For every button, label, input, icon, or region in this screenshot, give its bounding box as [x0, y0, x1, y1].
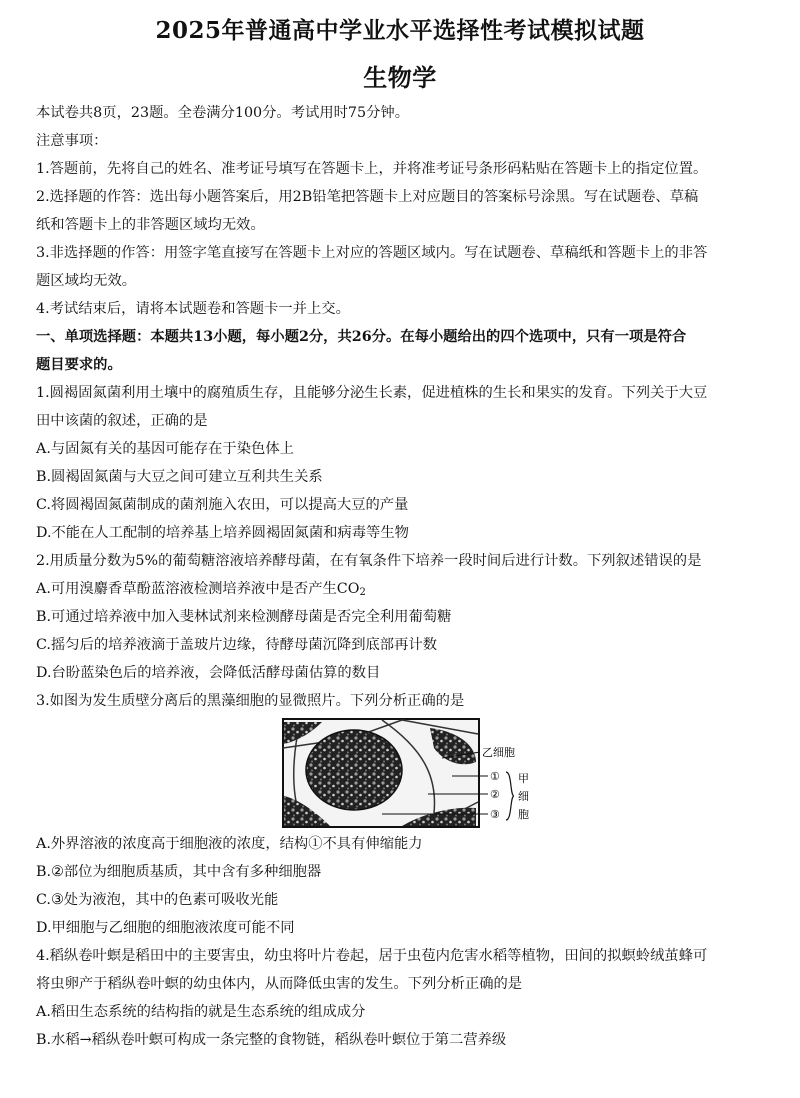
notice-item: 纸和答题卡上的非答题区域均无效。: [36, 217, 265, 233]
marker-1: ①: [490, 771, 500, 783]
question-1-option-d: D.不能在人工配制的培养基上培养圆褐固氮菌和病毒等生物: [36, 525, 409, 541]
question-4-stem: 4.稻纵卷叶螟是稻田中的主要害虫，幼虫将叶片卷起，居于虫苞内危害水稻等植物，田间的拟螟蛉绒茧蜂可: [36, 948, 708, 964]
question-2-option-c: C.摇匀后的培养液滴于盖玻片边缘，待酵母菌沉降到底部再计数: [36, 637, 437, 653]
option-a-text: A.可用溴麝香草酚蓝溶液检测培养液中是否产生CO: [36, 581, 360, 597]
label-cell-yi: 乙细胞: [482, 747, 515, 759]
question-3-option-d: D.甲细胞与乙细胞的细胞液浓度可能不同: [36, 920, 295, 936]
notice-item: 题区域均无效。: [36, 273, 137, 289]
cell-micrograph-figure: [282, 718, 542, 828]
brace: [506, 772, 514, 820]
notice-item: 3.非选择题的作答：用签字笔直接写在答题卡上对应的答题区域内。写在试题卷、草稿纸和答题卡上的非答: [36, 245, 708, 261]
question-2-option-a: [36, 579, 774, 599]
label-jia-3: 胞: [518, 809, 529, 821]
question-1-option-b: B.圆褐固氮菌与大豆之间可建立互利共生关系: [36, 469, 323, 485]
question-1-stem: 1.圆褐固氮菌利用土壤中的腐殖质生存，且能够分泌生长素，促进植株的生长和果实的发育。下列关于大豆: [36, 385, 708, 401]
exam-title: 2025年普通高中学业水平选择性考试模拟试题: [155, 17, 645, 44]
label-jia-2: 细: [518, 791, 529, 803]
question-3-option-c: C.③处为液泡，其中的色素可吸收光能: [36, 892, 279, 908]
section-heading: 一、单项选择题：本题共13小题，每小题2分，共26分。在每小题给出的四个选项中，只有一项是符合: [36, 329, 687, 345]
question-4-option-b: B.水稻→稻纵卷叶螟可构成一条完整的食物链，稻纵卷叶螟位于第二营养级: [36, 1032, 507, 1048]
marker-3: ③: [490, 809, 500, 821]
question-1-stem-cont: 田中该菌的叙述，正确的是: [36, 413, 208, 429]
protoplast-main: [306, 730, 402, 810]
question-1-option-a: A.与固氮有关的基因可能存在于染色体上: [36, 441, 294, 457]
marker-2: ②: [490, 789, 500, 801]
question-3-option-b: B.②部位为细胞质基质，其中含有多种细胞器: [36, 864, 322, 880]
question-2-option-d: D.台盼蓝染色后的培养液，会降低活酵母菌估算的数目: [36, 665, 381, 681]
question-3-stem: 3.如图为发生质壁分离后的黑藻细胞的显微照片。下列分析正确的是: [36, 693, 465, 709]
notice-item: 1.答题前，先将自己的姓名、准考证号填写在答题卡上，并将准考证号条形码粘贴在答题卡上的指定位置。: [36, 161, 708, 177]
question-3-option-a: A.外界溶液的浓度高于细胞液的浓度，结构①不具有伸缩能力: [36, 836, 423, 852]
notice-heading: 注意事项：: [36, 133, 108, 149]
notice-item: 2.选择题的作答：选出每小题答案后，用2B铅笔把答题卡上对应题目的答案标号涂黑。写在试题卷、草稿: [36, 189, 699, 205]
intro-text: 本试卷共8页，23题。全卷满分100分。考试用时75分钟。: [36, 105, 410, 121]
question-4-option-a: A.稻田生态系统的结构指的就是生态系统的组成成分: [36, 1004, 366, 1020]
subscript: 2: [359, 587, 366, 598]
question-4-stem-cont: 将虫卵产于稻纵卷叶螟的幼虫体内，从而降低虫害的发生。下列分析正确的是: [36, 976, 523, 992]
question-2-stem: 2.用质量分数为5%的葡萄糖溶液培养酵母菌，在有氧条件下培养一段时间后进行计数。下列叙述错误的是: [36, 553, 702, 569]
label-jia-1: 甲: [518, 773, 529, 785]
notice-item: 4.考试结束后，请将本试题卷和答题卡一并上交。: [36, 301, 350, 317]
subject-title: 生物学: [363, 63, 437, 92]
question-2-option-b: B.可通过培养液中加入斐林试剂来检测酵母菌是否完全利用葡萄糖: [36, 609, 452, 625]
question-1-option-c: C.将圆褐固氮菌制成的菌剂施入农田，可以提高大豆的产量: [36, 497, 409, 513]
section-heading-cont: 题目要求的。: [36, 357, 122, 373]
